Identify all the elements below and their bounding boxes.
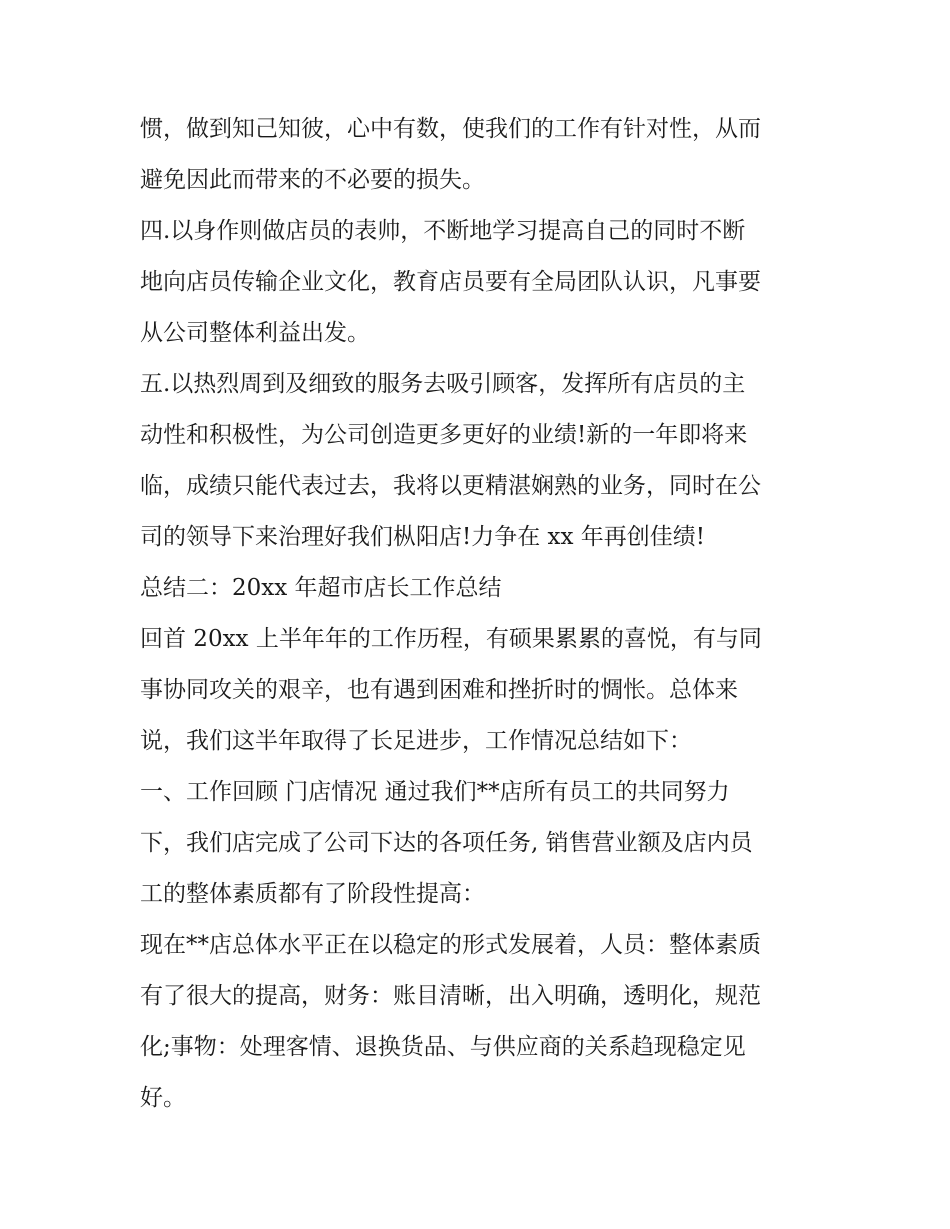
text-line: 事协同攻关的艰辛，也有遇到困难和挫折时的惆怅。总体来 <box>140 677 738 703</box>
text-line: 现在**店总体水平正在以稳定的形式发展着，人员：整体素质 <box>140 932 761 958</box>
text-line: 下，我们店完成了公司下达的各项任务, 销售营业额及店内员 <box>140 830 753 856</box>
text-line: 临，成绩只能代表过去，我将以更精湛娴熟的业务，同时在公 <box>140 473 761 499</box>
text-line: 从公司整体利益出发。 <box>140 320 370 346</box>
text-line: 化;事物：处理客情、退换货品、与供应商的关系趋现稳定见 <box>140 1034 746 1060</box>
text-line: 动性和积极性，为公司创造更多更好的业绩!新的一年即将来 <box>140 422 748 448</box>
text-line: 工的整体素质都有了阶段性提高： <box>140 881 485 907</box>
text-line: 回首 20xx 上半年年的工作历程，有硕果累累的喜悦，有与同 <box>140 626 762 652</box>
text-line: 五.以热烈周到及细致的服务去吸引顾客，发挥所有店员的主 <box>140 371 746 397</box>
document-body <box>140 104 820 1124</box>
text-line: 一、工作回顾 门店情况 通过我们**店所有员工的共同努力 <box>140 779 730 805</box>
text-line: 说，我们这半年取得了长足进步，工作情况总结如下： <box>140 728 692 754</box>
text-line: 惯，做到知己知彼，心中有数，使我们的工作有针对性，从而 <box>140 116 761 142</box>
section-heading: 总结二：20xx 年超市店长工作总结 <box>140 575 502 601</box>
text-line: 四.以身作则做店员的表帅，不断地学习提高自己的同时不断 <box>140 218 746 244</box>
text-line: 有了很大的提高，财务：账目清晰，出入明确，透明化，规范 <box>140 983 761 1009</box>
text-line: 避免因此而带来的不必要的损失。 <box>140 167 485 193</box>
text-line: 好。 <box>140 1085 186 1111</box>
text-line: 地向店员传输企业文化，教育店员要有全局团队认识，凡事要 <box>140 269 761 295</box>
text-line: 司的领导下来治理好我们枞阳店!力争在 xx 年再创佳绩! <box>140 524 706 550</box>
